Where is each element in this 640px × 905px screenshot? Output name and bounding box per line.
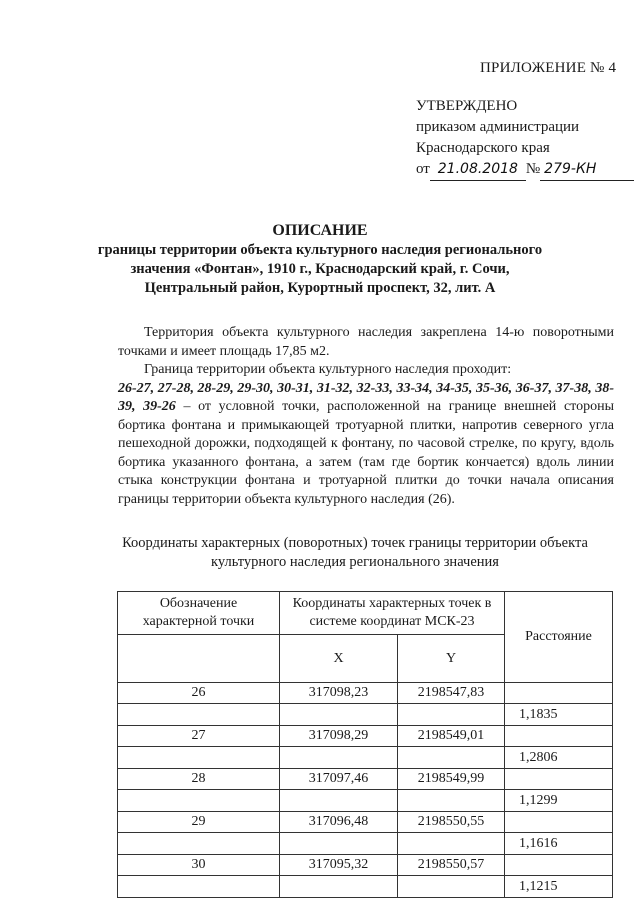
empty-cell	[398, 833, 505, 855]
header-y: Y	[398, 635, 505, 683]
table-row	[118, 704, 613, 726]
order-date-number	[416, 159, 634, 181]
coordinates-table	[117, 591, 613, 898]
point-id: 28	[118, 769, 280, 790]
point-x: 317098,29	[280, 726, 398, 747]
empty-cell	[398, 704, 505, 726]
handwritten-date: 21.08.2018	[430, 159, 526, 181]
order-line-2: Краснодарского края	[416, 140, 550, 156]
empty-cell	[280, 876, 398, 898]
segment-distance: 1,2806	[505, 747, 613, 769]
table-row	[118, 876, 613, 898]
segment-distance: 1,1616	[505, 833, 613, 855]
point-x: 317097,46	[280, 769, 398, 790]
document-body	[118, 324, 614, 509]
empty-cell	[280, 790, 398, 812]
header-designation: Обозначение характерной точки	[118, 592, 280, 635]
number-prefix: №	[525, 161, 541, 177]
point-y: 2198550,55	[398, 812, 505, 833]
table-row	[118, 790, 613, 812]
empty-cell	[398, 790, 505, 812]
document-title: ОПИСАНИЕ	[272, 222, 368, 239]
distance-cell-empty	[505, 812, 613, 833]
point-y: 2198549,99	[398, 769, 505, 790]
header-x: X	[280, 635, 398, 683]
table-caption: Координаты характерных (поворотных) точек границы территории объекта культурного наследия регионального значения	[122, 535, 588, 570]
point-id: 26	[118, 683, 280, 704]
segment-distance: 1,1299	[505, 790, 613, 812]
order-line-1: приказом администрации	[416, 119, 580, 135]
empty-cell	[398, 747, 505, 769]
appendix-label: ПРИЛОЖЕНИЕ № 4	[480, 60, 617, 76]
approved-heading: УТВЕРЖДЕНО	[416, 98, 518, 114]
point-x: 317098,23	[280, 683, 398, 704]
point-y: 2198549,01	[398, 726, 505, 747]
table-row	[118, 812, 613, 833]
segment-distance: 1,1215	[505, 876, 613, 898]
paragraph-area: Территория объекта культурного наследия закреплена 14-ю поворотными точками и имеет площадь 17,85 м2.	[118, 325, 614, 359]
segment-distance: 1,1835	[505, 704, 613, 726]
empty-cell	[280, 747, 398, 769]
table-row	[118, 833, 613, 855]
header-coordinates: Координаты характерных точек в системе координат МСК-23	[280, 592, 505, 635]
header-empty	[118, 635, 280, 683]
empty-cell	[398, 876, 505, 898]
table-row	[118, 726, 613, 747]
boundary-description: – от условной точки, расположенной на границе внешней стороны бортика фонтана и примыкающей тротуарной плитки, напротив северного угла пешеходной дорожки, подходящей к фонтану, по часовой стрелке, по кругу, вдоль бортика указанного фонтана, а затем (там где бортик кончается) вдоль линии стыка конструкции фонтана и тротуарной плитки до точки начала описания границы территории объекта культурного наследия (26).	[118, 399, 614, 507]
empty-cell	[280, 704, 398, 726]
header-distance: Расстояние	[505, 592, 613, 683]
point-id: 27	[118, 726, 280, 747]
point-y: 2198550,57	[398, 855, 505, 876]
empty-cell	[118, 704, 280, 726]
point-x: 317096,48	[280, 812, 398, 833]
table-row	[118, 747, 613, 769]
empty-cell	[118, 876, 280, 898]
point-id: 29	[118, 812, 280, 833]
handwritten-number: 279-КН	[540, 159, 634, 181]
distance-cell-empty	[505, 726, 613, 747]
date-prefix: от	[416, 161, 430, 177]
distance-cell-empty	[505, 855, 613, 876]
table-row	[118, 769, 613, 790]
document-subtitle: границы территории объекта культурного наследия регионального значения «Фонтан», 1910 г., Краснодарский край, г. Сочи, Центральный район, Курортный проспект, 32, лит. А	[97, 242, 543, 296]
table-row	[118, 683, 613, 704]
boundary-points: 26-27, 27-28, 28-29, 29-30, 30-31, 31-32, 32-33, 33-34, 34-35, 35-36, 36-37, 37-38, 38-39, 39-26	[118, 380, 614, 414]
point-x: 317095,32	[280, 855, 398, 876]
point-id: 30	[118, 855, 280, 876]
empty-cell	[118, 790, 280, 812]
empty-cell	[118, 833, 280, 855]
approval-block	[416, 96, 634, 181]
empty-cell	[118, 747, 280, 769]
distance-cell-empty	[505, 769, 613, 790]
distance-cell-empty	[505, 683, 613, 704]
empty-cell	[280, 833, 398, 855]
table-row	[118, 855, 613, 876]
paragraph-boundary	[118, 380, 614, 510]
paragraph-boundary-lead: Граница территории объекта культурного наследия проходит:	[144, 362, 512, 377]
point-y: 2198547,83	[398, 683, 505, 704]
